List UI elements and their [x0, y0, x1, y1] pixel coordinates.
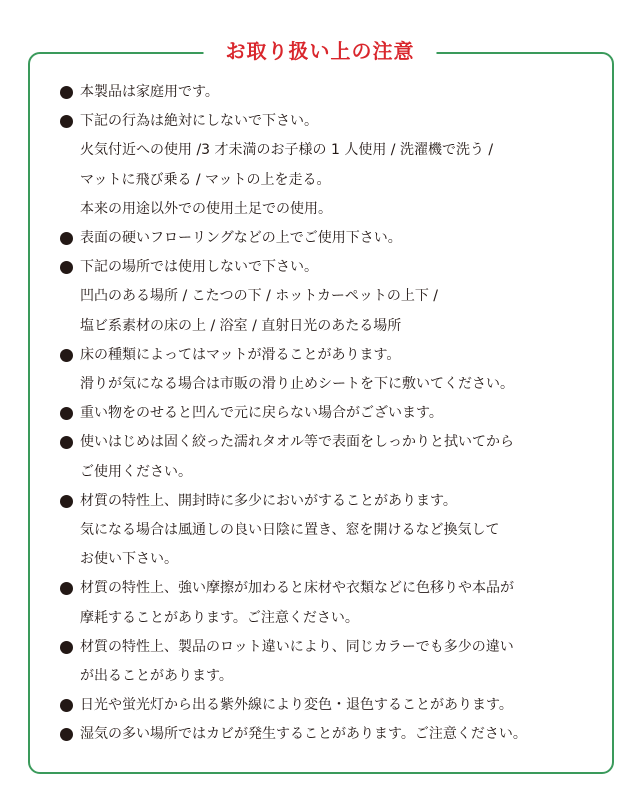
bullet-icon — [60, 407, 73, 420]
notice-item — [60, 428, 600, 486]
notice-item — [60, 720, 600, 749]
notice-item — [60, 78, 600, 107]
notice-text-line: 火気付近への使用 /3 才未満のお子様の 1 人使用 / 洗濯機で洗う / — [80, 142, 494, 159]
notice-text-line: 重い物をのせると凹んで元に戻らない場合がございます。 — [80, 405, 443, 422]
bullet-icon — [60, 261, 73, 274]
notice-text-line: ご使用ください。 — [80, 463, 192, 480]
notice-item — [60, 574, 600, 632]
notice-text-line: 塩ビ系素材の床の上 / 浴室 / 直射日光のあたる場所 — [80, 317, 402, 334]
bullet-icon — [60, 349, 73, 362]
notice-item — [60, 399, 600, 428]
notice-text-line: 本来の用途以外での使用土足での使用。 — [80, 200, 332, 217]
notice-text-line: 表面の硬いフローリングなどの上でご使用下さい。 — [80, 230, 402, 247]
bullet-icon — [60, 86, 73, 99]
bullet-icon — [60, 641, 73, 654]
bullet-icon — [60, 728, 73, 741]
notice-text-line: 材質の特性上、製品のロット違いにより、同じカラーでも多少の違い — [80, 638, 514, 655]
notice-text-line: 下記の行為は絶対にしないで下さい。 — [80, 113, 318, 130]
bullet-icon — [60, 232, 73, 245]
notice-text-line: 材質の特性上、強い摩擦が加わると床材や衣類などに色移りや本品が — [80, 580, 514, 597]
notice-text-line: 使いはじめは固く絞った濡れタオル等で表面をしっかりと拭いてから — [80, 434, 514, 451]
notice-text-line: お使い下さい。 — [80, 551, 178, 568]
page-title: お取り扱い上の注意 — [204, 33, 437, 69]
notice-item — [60, 691, 600, 720]
notice-item — [60, 633, 600, 691]
notice-text-line: 日光や蛍光灯から出る紫外線により変色・退色することがあります。 — [80, 697, 513, 714]
notice-item — [60, 107, 600, 224]
notice-list — [60, 78, 600, 750]
bullet-icon — [60, 115, 73, 128]
bullet-icon — [60, 495, 73, 508]
notice-text-line: 凹凸のある場所 / こたつの下 / ホットカーペットの上下 / — [80, 288, 438, 305]
notice-text-line: が出ることがあります。 — [80, 668, 233, 685]
notice-text-line: マットに飛び乗る / マットの上を走る。 — [80, 171, 331, 188]
notice-text-line: 本製品は家庭用です。 — [80, 84, 219, 100]
notice-text-line: 湿気の多い場所ではカビが発生することがあります。ご注意ください。 — [80, 726, 527, 743]
notice-text-line: 気になる場合は風通しの良い日陰に置き、窓を開けるなど換気して — [80, 522, 500, 539]
notice-text-line: 摩耗することがあります。ご注意ください。 — [80, 609, 359, 626]
bullet-icon — [60, 582, 73, 595]
notice-item — [60, 224, 600, 253]
bullet-icon — [60, 699, 73, 712]
bullet-icon — [60, 436, 73, 449]
notice-text-line: 材質の特性上、開封時に多少においがすることがあります。 — [80, 492, 457, 509]
notice-text-line: 床の種類によってはマットが滑ることがあります。 — [80, 346, 401, 363]
notice-item — [60, 341, 600, 399]
notice-item — [60, 487, 600, 575]
notice-item — [60, 253, 600, 341]
notice-text-line: 滑りが気になる場合は市販の滑り止めシートを下に敷いてください。 — [80, 376, 514, 393]
notice-text-line: 下記の場所では使用しないで下さい。 — [80, 259, 318, 276]
